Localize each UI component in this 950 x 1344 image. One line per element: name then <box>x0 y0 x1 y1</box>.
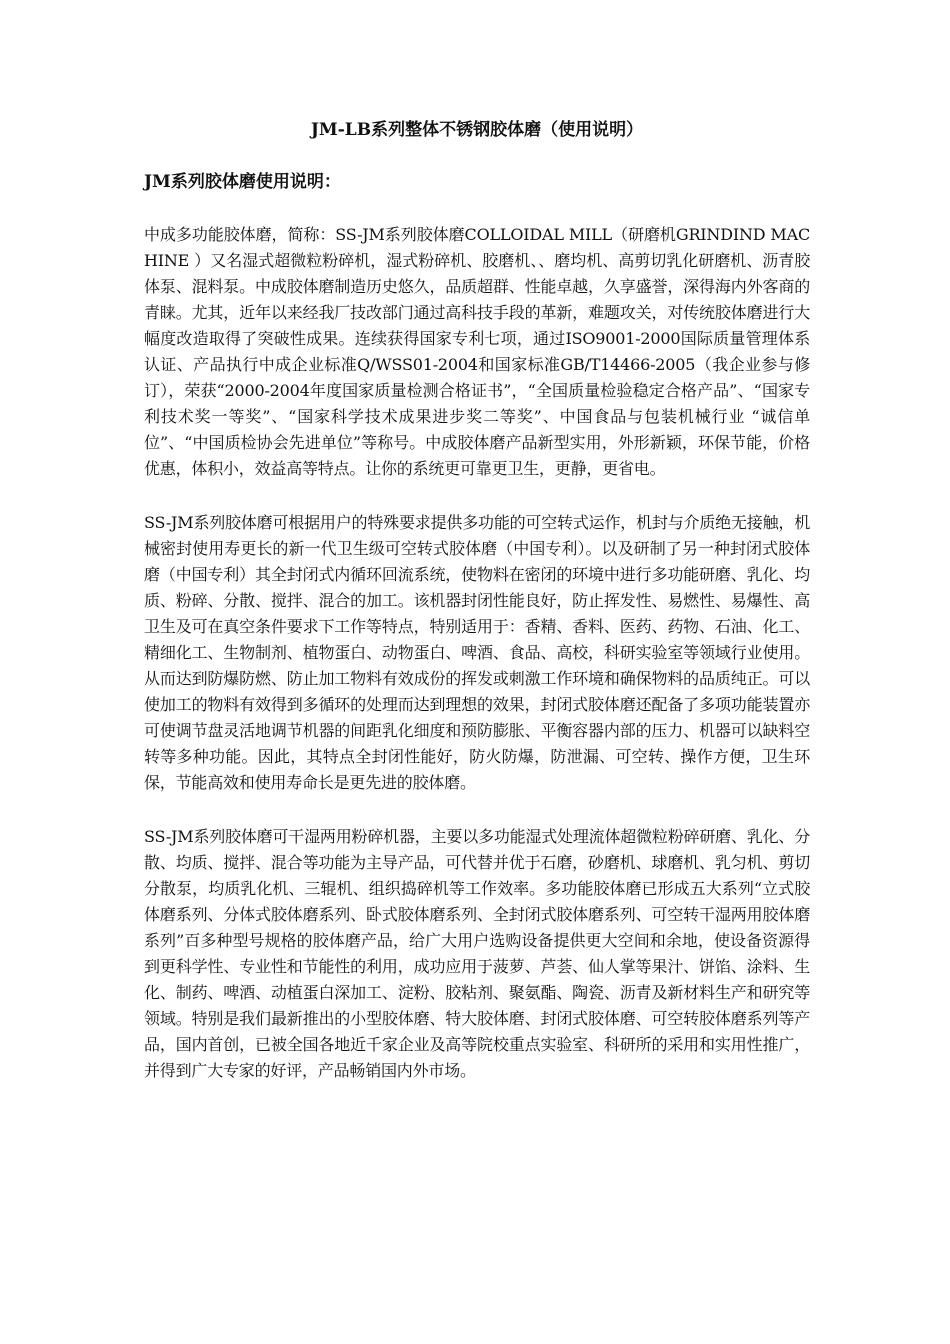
paragraph-features: SS-JM系列胶体磨可根据用户的特殊要求提供多功能的可空转式运作，机封与介质绝无接触，机械密封使用寿更长的新一代卫生级可空转式胶体磨（中国专利）。以及研制了另一种封闭式胶体磨（中国专利）其全封闭式内循环回流系统，使物料在密闭的环境中进行多功能研磨、乳化、均质、粉碎、分散、搅拌、混合的加工。该机器封闭性能良好，防止挥发性、易燃性、易爆性、高卫生及可在真空条件要求下工作等特点，特别适用于：香精、香料、医药、药物、石油、化工、精细化工、生物制剂、植物蛋白、动物蛋白、啤酒、食品、高校，科研实验室等领域行业使用。从而达到防爆防燃、防止加工物料有效成份的挥发或刺激工作环境和确保物料的品质纯正。可以使加工的物料有效得到多循环的处理而达到理想的效果，封闭式胶体磨还配备了多项功能装置亦可使调节盘灵活地调节机器的间距乳化细度和预防膨胀、平衡容器内部的压力、机器可以缺料空转等多种功能。因此，其特点全封闭性能好，防火防爆，防泄漏、可空转、操作方便，卫生环保，节能高效和使用寿命长是更先进的胶体磨。 <box>144 513 810 792</box>
document-page <box>144 118 810 1112</box>
section-heading: JM系列胶体磨使用说明： <box>144 172 341 192</box>
paragraph-intro: 中成多功能胶体磨，简称：SS-JM系列胶体磨COLLOIDAL MILL（研磨机GRINDIND MACHINE ）又名湿式超微粒粉碎机，湿式粉碎机、胶磨机、、磨均机、高剪切乳化研磨机、沥青胶体泵、混料泵。中成胶体磨制造历史悠久，品质超群、性能卓越，久享盛誉，深得海内外客商的青睐。尤其，近年以来经我厂技改部门通过高科技手段的革新，难题攻关，对传统胶体磨进行大幅度改造取得了突破性成果。连续获得国家专利七项，通过ISO9001-2000国际质量管理体系认证、产品执行中成企业标准Q/WSS01-2004和国家标准GB/T14466-2005（我企业参与修订），荣获“2000-2004年度国家质量检测合格证书”，“全国质量检验稳定合格产品”、“国家专利技术奖一等奖”、“国家科学技术成果进步奖二等奖”、中国食品与包装机械行业 “诚信单位”、“中国质检协会先进单位”等称号。中成胶体磨产品新型实用，外形新颖，环保节能，价格优惠，体积小，效益高等特点。让你的系统更可靠更卫生，更静，更省电。 <box>144 225 810 478</box>
document-title: JM-LB系列整体不锈钢胶体磨（使用说明） <box>310 120 644 140</box>
paragraph-applications: SS-JM系列胶体磨可干湿两用粉碎机器，主要以多功能湿式处理流体超微粒粉碎研磨、乳化、分散、均质、搅拌、混合等功能为主导产品，可代替并优于石磨，砂磨机、球磨机、乳匀机、剪切分散泵，均质乳化机、三辊机、组织捣碎机等工作效率。多功能胶体磨已形成五大系列“立式胶体磨系列、分体式胶体磨系列、卧式胶体磨系列、全封闭式胶体磨系列、可空转干湿两用胶体磨系列”百多种型号规格的胶体磨产品，给广大用户选购设备提供更大空间和余地，使设备资源得到更科学性、专业性和节能性的利用，成功应用于菠萝、芦荟、仙人掌等果汁、饼馅、涂料、生化、制药、啤酒、动植蛋白深加工、淀粉、胶粘剂、聚氨酯、陶瓷、沥青及新材料生产和研究等领域。特别是我们最新推出的小型胶体磨、特大胶体磨、封闭式胶体磨、可空转胶体磨系列等产品，国内首创，已被全国各地近千家企业及高等院校重点实验室、科研所的采用和实用性推广，并得到广大专家的好评，产品畅销国内外市场。 <box>144 827 810 1080</box>
